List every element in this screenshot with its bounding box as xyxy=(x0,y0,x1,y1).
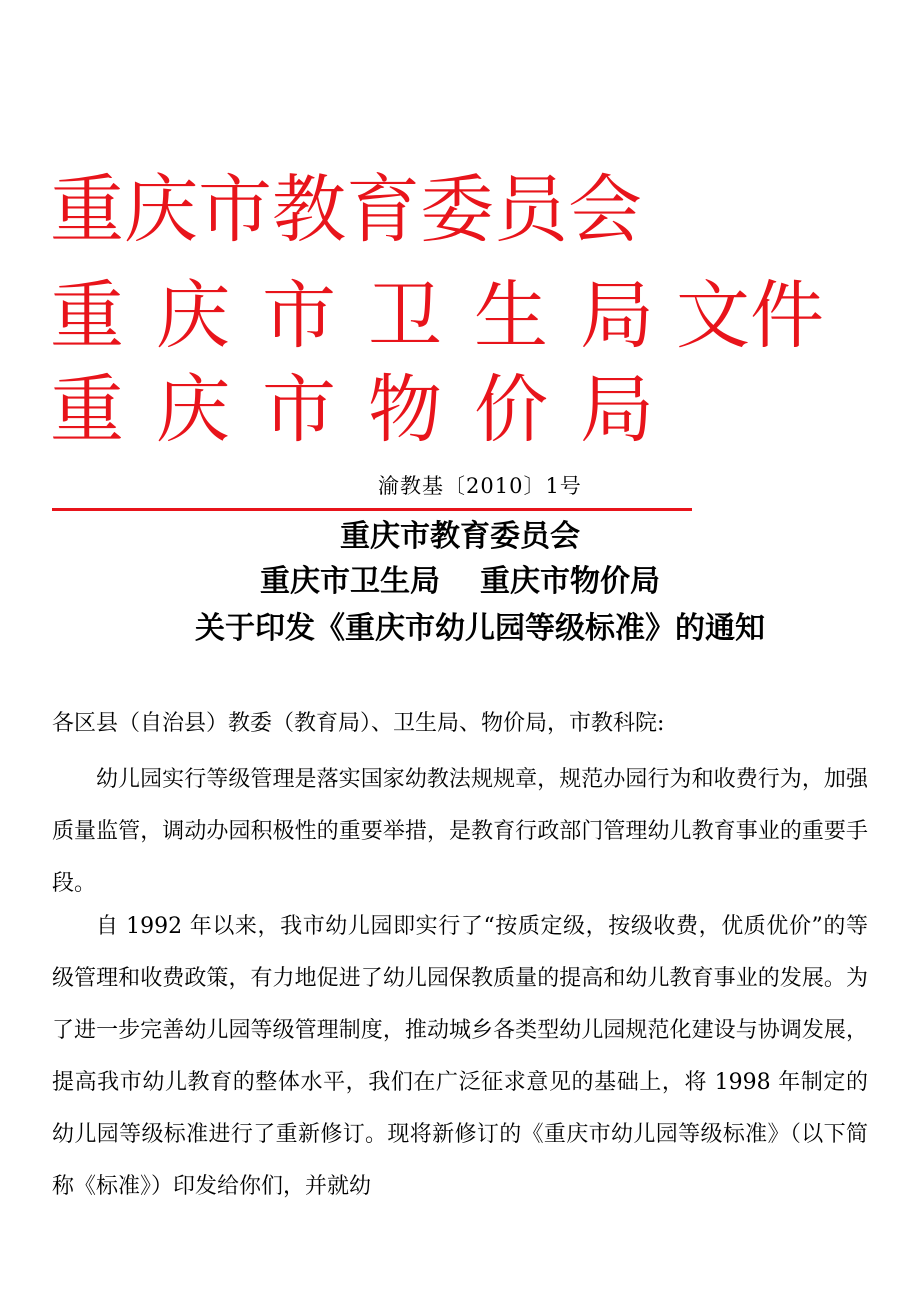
title-line-1: 重庆市教育委员会 xyxy=(340,519,580,554)
body-paragraph: 幼儿园实行等级管理是落实国家幼教法规规章，规范办园行为和收费行为，加强质量监管，调动办园积极性的重要举措，是教育行政部门管理幼儿教育事业的重要手段。 xyxy=(52,767,868,896)
red-divider xyxy=(52,508,692,511)
document-number: 渝教基〔2010〕1号 xyxy=(378,474,582,498)
addressee: 各区县（自治县）教委（教育局）、卫生局、物价局，市教科院: xyxy=(52,711,665,736)
title-line-3: 关于印发《重庆市幼儿园等级标准》的通知 xyxy=(195,611,765,646)
title-health: 重庆市卫生局 xyxy=(260,564,440,599)
title-line-2 xyxy=(0,562,920,602)
issuer-header-price: 重庆市物价局 xyxy=(50,367,686,453)
body-paragraph: 自 1992 年以来，我市幼儿园即实行了“按质定级，按级收费，优质优价”的等级管理和收费政策，有力地促进了幼儿园保教质量的提高和幼儿教育事业的发展。为了进一步完善幼儿园等级管理制度，推动城乡各类型幼儿园规范化建设与协调发展，提高我市幼儿教育的整体水平，我们在广泛征求意见的基础上，将 1998 年制定的幼儿园等级标准进行了重新修订。现将新修订的《重庆市幼儿园等级标准》（以下简称《标准》）印发给你们，并就幼 xyxy=(52,914,868,1199)
document-suffix: 文件 xyxy=(676,273,824,359)
title-price: 重庆市物价局 xyxy=(480,564,660,599)
body-paragraph-2-block xyxy=(52,901,868,1213)
issuer-health-name: 重庆市卫生局 xyxy=(50,273,686,359)
issuer-header-health xyxy=(50,273,824,359)
body-paragraph-1-block xyxy=(52,754,868,910)
issuer-header-education: 重庆市教育委员会 xyxy=(50,167,642,253)
